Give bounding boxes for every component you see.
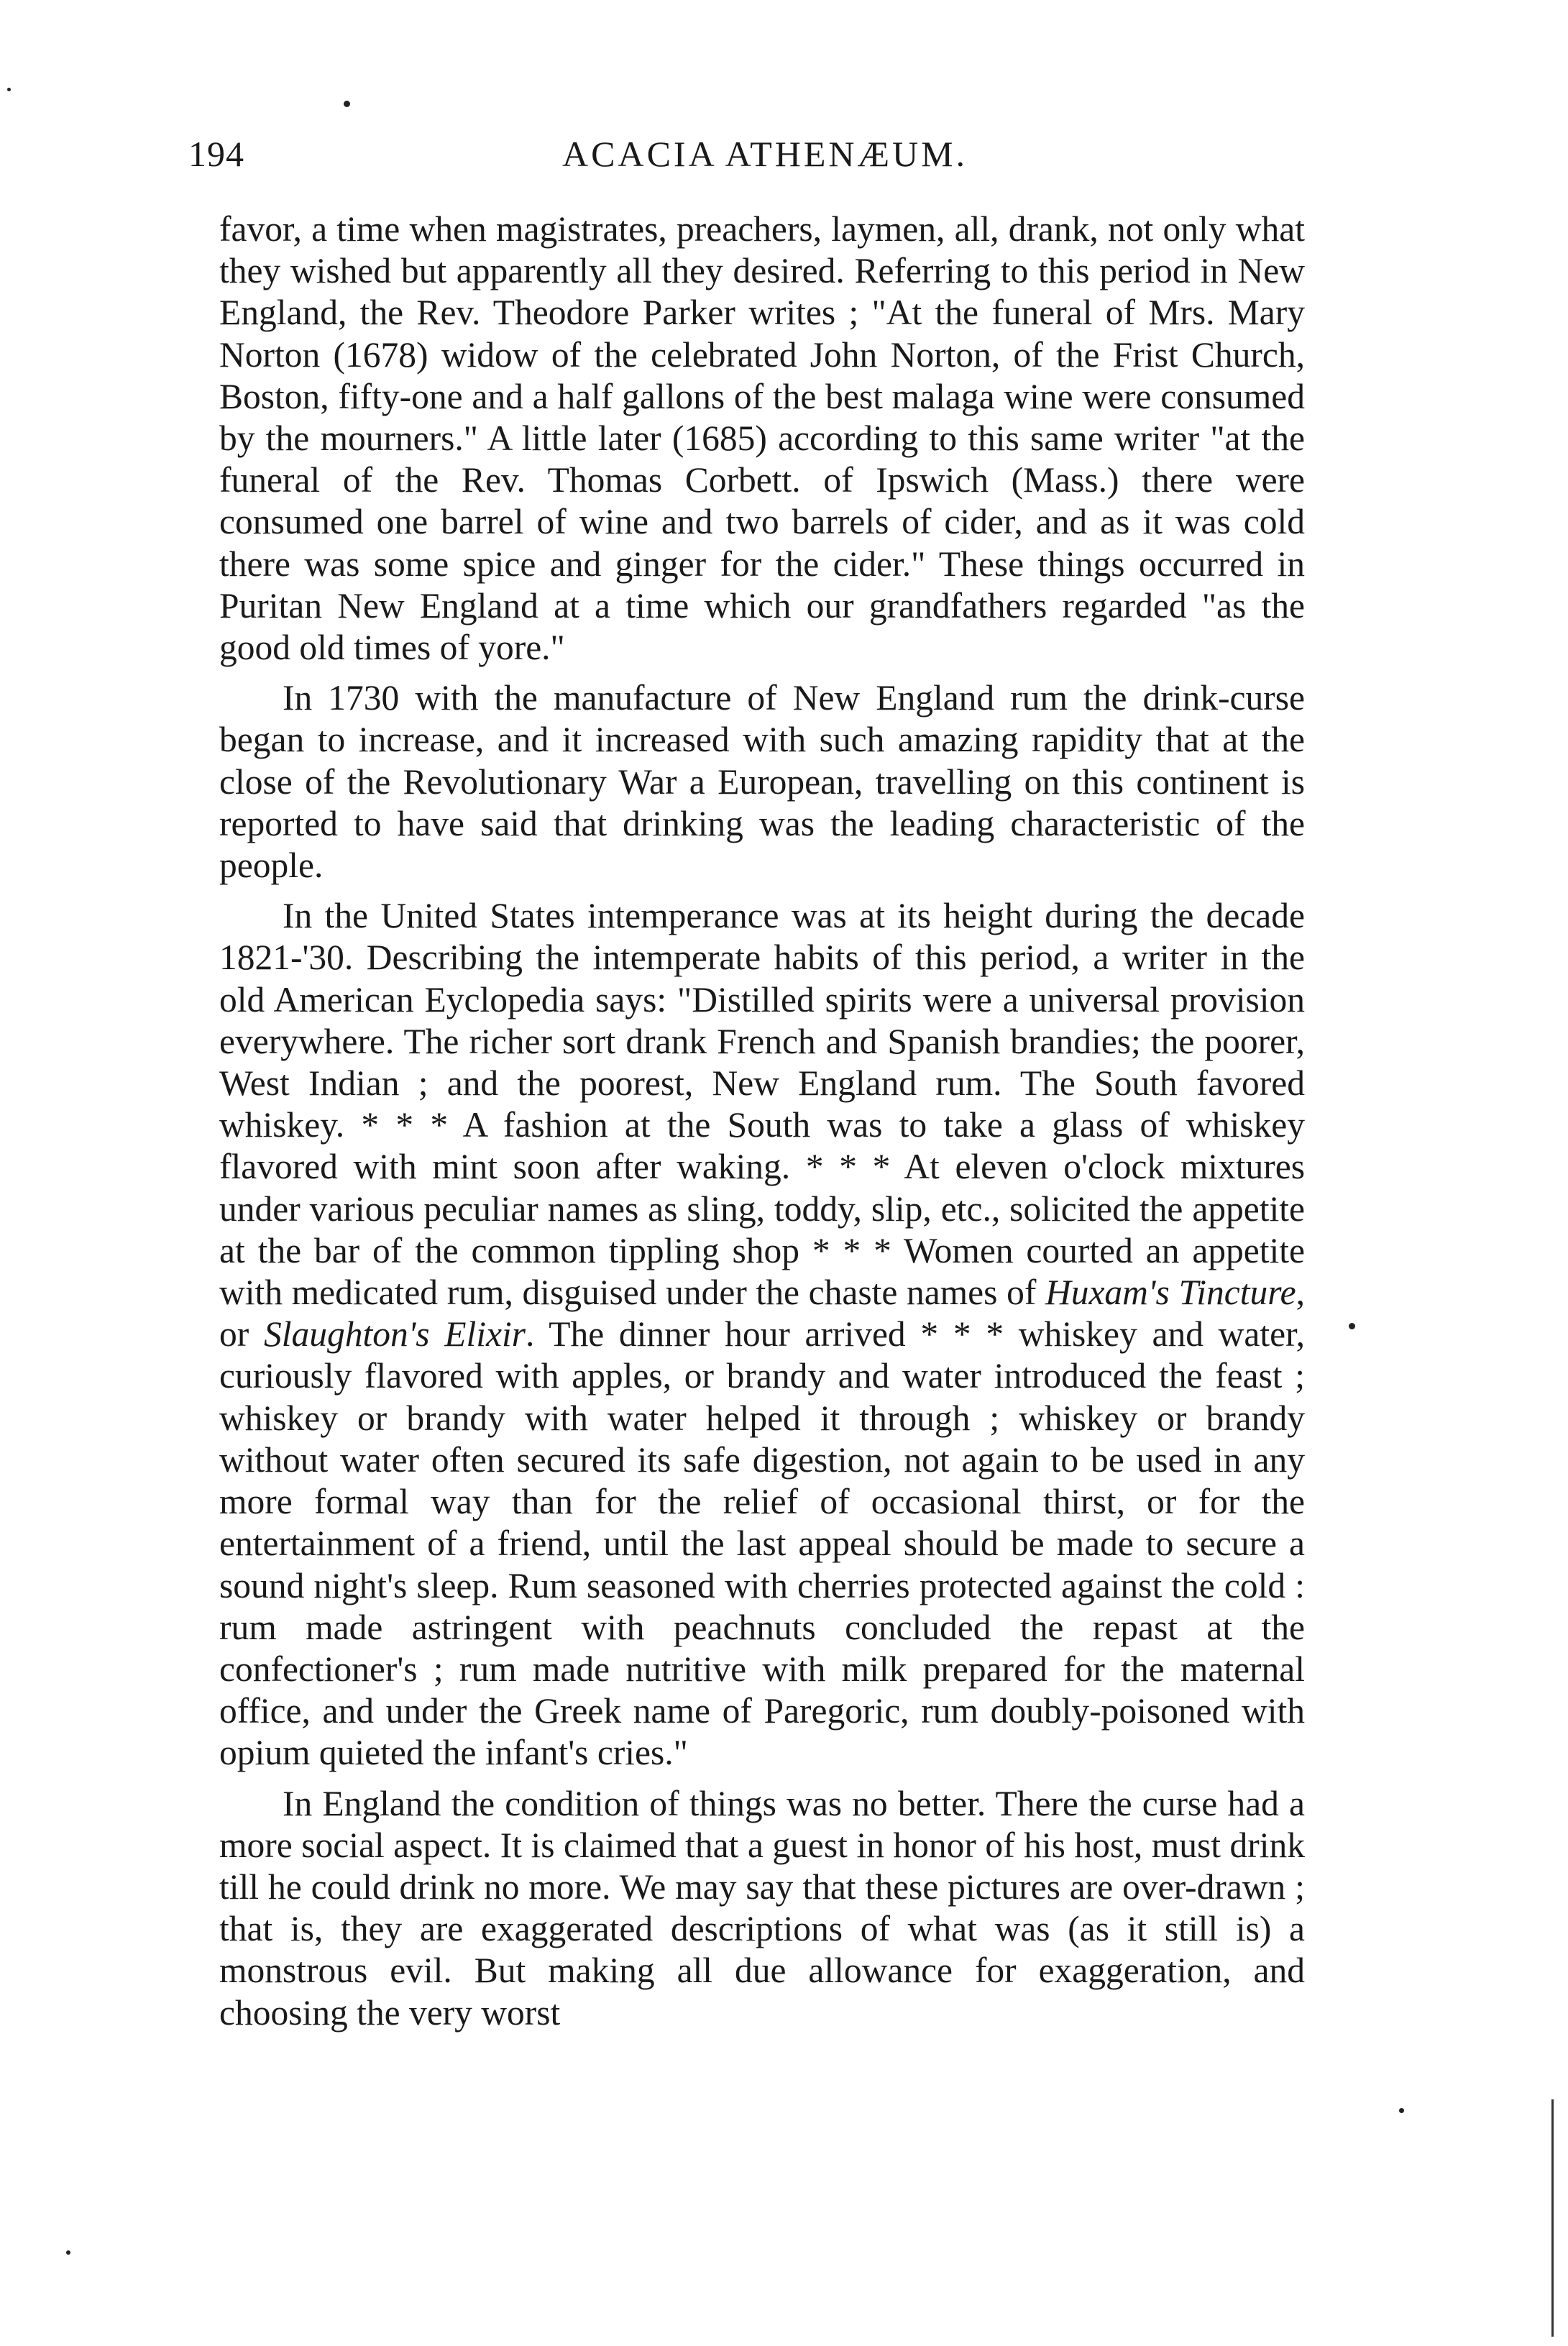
scan-speck-top: [344, 101, 350, 107]
italic-huxams-tincture: Huxam's Tincture: [1045, 1273, 1296, 1313]
page-edge-line: [1551, 2099, 1554, 2337]
page-header: [188, 133, 1267, 183]
scan-speck-right: [1349, 1323, 1355, 1329]
paragraph-4: In England the condition of things was no better. There the curse had a more social aspect. It is claimed that a guest in honor of his host, must drink till he could drink no more. We may say that these pictures are over-drawn ; that is, they are exaggerated descriptions of what was (as it still is) a monstrous evil. But making all due allowance for exaggeration, and choosing the very worst: [219, 1783, 1305, 2033]
paragraph-3-text-b: , or: [219, 1273, 1305, 1355]
scan-speck-bottom-left: [66, 2250, 70, 2255]
paragraph-3-text-c: . The dinner hour arrived * * * whiskey and water, curiously flavored with apples, or brandy and water introduced the feast ; whiskey or brandy with water helped it through ; whiskey or brandy without water often secured its safe digestion, not again to be used in any more formal way than for the relief of occasional thirst, or for the entertainment of a friend, until the last appeal should be made to secure a sound night's sleep. Rum seasoned with cherries protected against the cold : rum made astringent with peachnuts concluded the repast at the confectioner's ; rum made nutritive with milk prepared for the maternal office, and under the Greek name of Paregoric, rum doubly-poisoned with opium quieted the infant's cries.": [219, 1314, 1306, 1773]
paragraph-3: [219, 895, 1305, 1774]
paragraph-3-text-a: In the United States intemperance was at its height during the decade 1821-'30. Describing the intemperate habits of this period, a writer in the old American Eyclopedia says: "Distilled spirits were a universal provision everywhere. The richer sort drank French and Spanish brandies; the poorer, West Indian ; and the poorest, New England rum. The South favored whiskey. * * * A fashion at the South was to take a glass of whiskey flavored with mint soon after waking. * * * At eleven o'clock mixtures under various peculiar names as sling, toddy, slip, etc., solicited the appetite at the bar of the common tippling shop * * * Women courted an appetite with medicated rum, disguised under the chaste names of: [219, 896, 1305, 1313]
paragraph-1: favor, a time when magistrates, preachers, laymen, all, drank, not only what they wished but apparently all they desired. Referring to this period in New England, the Rev. Theodore Parker writes ; "At the funeral of Mrs. Mary Norton (1678) widow of the celebrated John Norton, of the Frist Church, Boston, fifty-one and a half gallons of the best malaga wine were consumed by the mourners." A little later (1685) according to this same writer "at the funeral of the Rev. Thomas Corbett. of Ipswich (Mass.) there were consumed one barrel of wine and two barrels of cider, and as it was cold there was some spice and ginger for the cider." These things occurred in Puritan New England at a time which our grandfathers regarded "as the good old times of yore.": [219, 209, 1305, 668]
italic-slaughtons-elixir: Slaughton's Elixir: [263, 1314, 526, 1355]
running-head: ACACIA ATHENÆUM.: [562, 134, 968, 174]
paragraph-2: In 1730 with the manufacture of New England rum the drink-curse began to increase, and it increased with such amazing rapidity that at the close of the Revolutionary War a European, travelling on this continent is reported to have said that drinking was the leading characteristic of the people.: [219, 678, 1305, 886]
page-number: 194: [188, 134, 244, 174]
scan-speck-left: [7, 88, 11, 91]
scan-speck-bottom-right: [1399, 2108, 1404, 2113]
article-body: [219, 209, 1305, 2043]
